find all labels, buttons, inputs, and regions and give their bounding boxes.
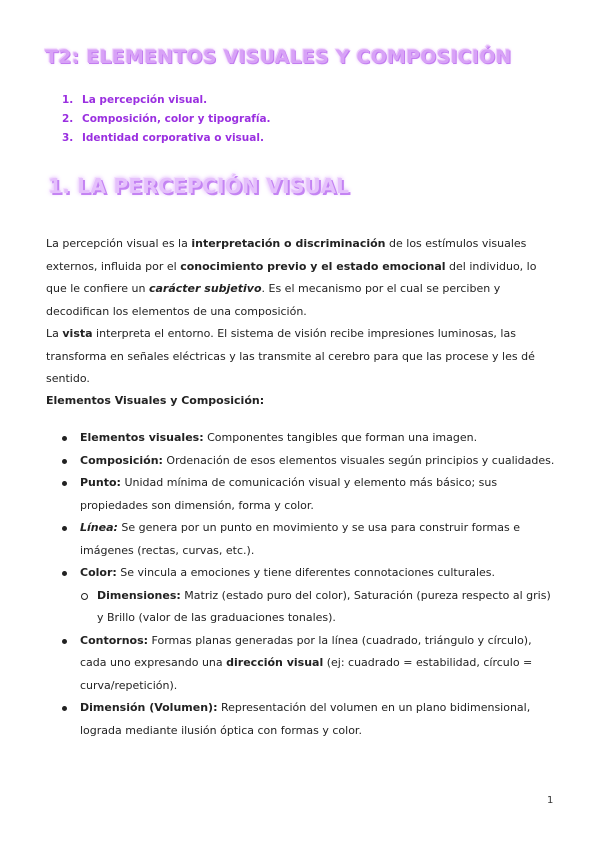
toc-item: 1. La percepción visual. [62, 94, 208, 106]
table-of-contents [62, 91, 542, 148]
sub-list-item: Dimensiones: Matriz (estado puro del color), Saturación (pureza respecto al gris) y Brillo (valor de las graduaciones tonales). [60, 585, 560, 630]
elements-list [60, 427, 560, 742]
document-title: T2: ELEMENTOS VISUALES Y COMPOSICIÓN [45, 46, 512, 68]
toc-item: 3. Identidad corporativa o visual. [62, 132, 264, 144]
list-item: Dimensión (Volumen): Representación del volumen en un plano bidimensional, lograda mediante ilusión óptica con formas y color. [60, 697, 560, 742]
paragraph-vision: La vista interpreta el entorno. El sistema de visión recibe impresiones luminosas, las transforma en señales eléctricas y las transmite al cerebro para que las procese y les dé sentido. [46, 327, 535, 385]
paragraph-perception: La percepción visual es la interpretación o discriminación de los estímulos visuales externos, influida por el conocimiento previo y el estado emocional del individuo, lo que le confiere un carácter subjetivo. Es el mecanismo por el cual se perciben y decodifican los elementos de una composición. [46, 237, 537, 318]
list-item: Contornos: Formas planas generadas por la línea (cuadrado, triángulo y círculo), cada uno expresando una dirección visual (ej: cuadrado = estabilidad, círculo = curva/repetición). [60, 630, 560, 698]
list-item: Color: Se vincula a emociones y tiene diferentes connotaciones culturales. [60, 562, 560, 585]
list-item: Línea: Se genera por un punto en movimiento y se usa para construir formas e imágenes (rectas, curvas, etc.). [60, 517, 560, 562]
page-number: 1 [547, 795, 554, 806]
list-item: Elementos visuales: Componentes tangibles que forman una imagen. [60, 427, 560, 450]
toc-item: 2. Composición, color y tipografía. [62, 113, 271, 125]
subheading: Elementos Visuales y Composición: [46, 394, 265, 407]
list-item: Composición: Ordenación de esos elementos visuales según principios y cualidades. [60, 450, 560, 473]
section-heading: 1. LA PERCEPCIÓN VISUAL [48, 174, 350, 198]
list-item: Punto: Unidad mínima de comunicación visual y elemento más básico; sus propiedades son dimensión, forma y color. [60, 472, 560, 517]
